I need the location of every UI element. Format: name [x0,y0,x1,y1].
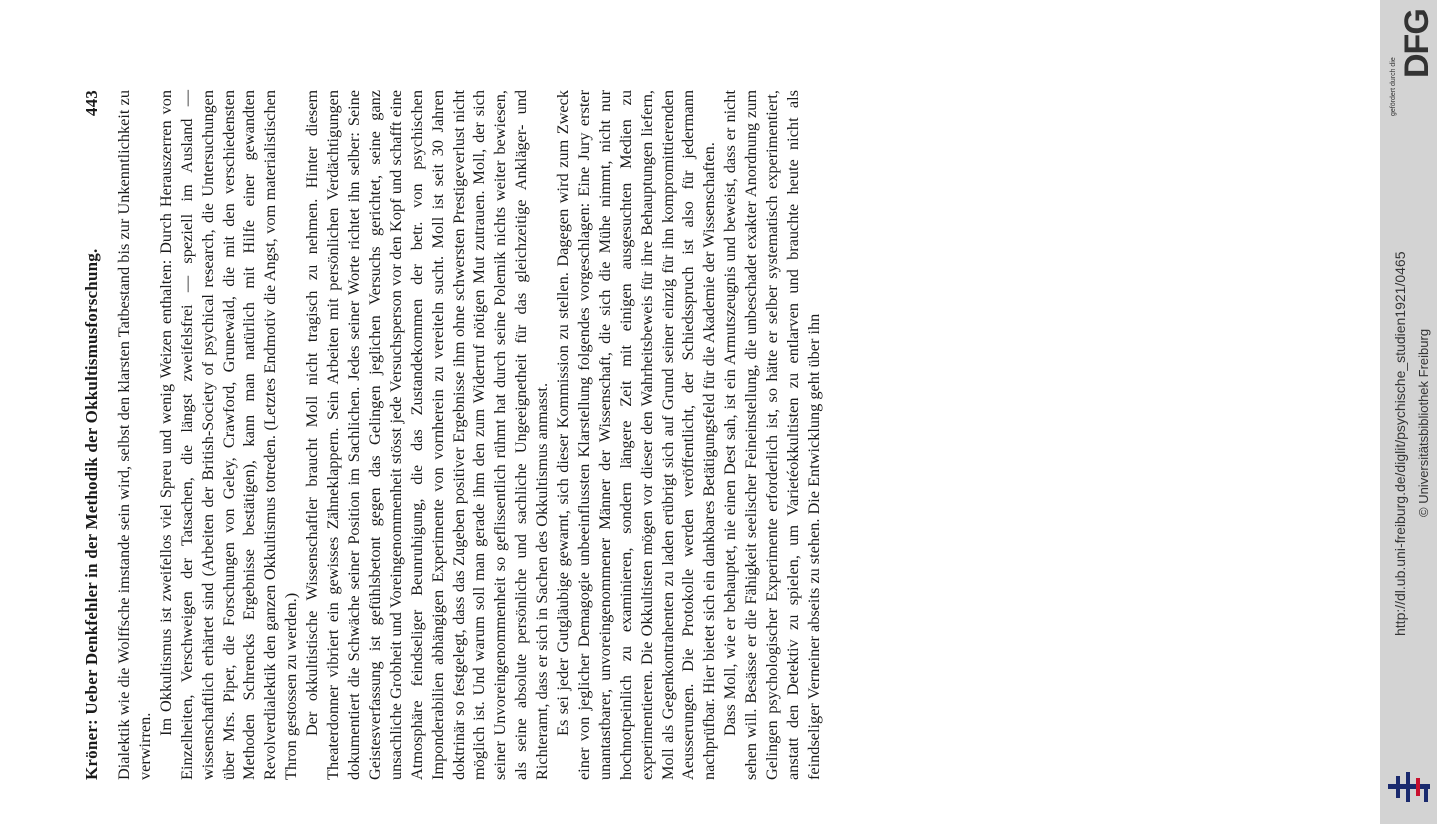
university-library-logo-icon [1386,768,1432,808]
paragraph: Der okkultistische Wissenschaftler braucht Moll nicht tragisch zu nehmen. Hinter diesem Theaterdonner vibriert ein gewisses Zähneklappern. Sein Arbeiten mit persönlichen Verdächtigungen dokumentiert die Schwäche seiner Position im Sachlichen. Jedes seiner Worte richtet ihn selber: Seine Geistesverfassung ist gefühlsbetont gegen das Gelingen jeglichen Versuchs gerichtet, seine ganz unsachliche Grobheit und Voreingenommenheit stösst jede Versuchsperson vor den Kopf und schafft eine Atmosphäre feindseliger Beunruhigung, die das Zustandekommen der betr. von psychischen Imponderabilien abhängigen Experimente von vornherein zu vereiteln sucht. Moll ist seit 30 Jahren doktrinär so festgelegt, dass das Zugeben positiver Ergebnisse ihm ohne schwersten Prestigeverlust nicht möglich ist. Und warum soll man gerade ihm den zum Widerruf nötigen Mut zutrauen. Moll, der sich seiner Unvoreingenommenheit so geflissentlich rühmt hat durch seine Polemik nichts weiter bewiesen, als seine absolute persönliche und sachliche Ungeeignetheit für das gleichzeitige Ankläger- und Richteramt, dass er sich in Sachen des Okkultismus anmasst. [302,90,552,780]
paragraph: Dialektik wie die Wolffsche imstande sein wird, selbst den klarsten Tatbestand bis zur Unkenntlichkeit zu verwirren. [114,90,154,780]
page-content-rotated [82,90,1294,780]
running-head-title: Kröner: Ueber Denkfehler in der Methodik der Okkultismusforschung. [82,248,101,780]
dfg-logo [1390,4,1436,116]
source-url[interactable]: http://dl.ub.uni-freiburg.de/diglit/psychische_studien1921/0465 [1392,251,1408,636]
paragraph: Dass Moll, wie er behauptet, nie einen Dest sah, ist ein Armutszeugnis und beweist, dass er nicht sehen will. Besässe er die Fähigkeit seelischer Feineinstellung, die unbeschadet exakter Anordnung zum Gelingen psychologischer Experimente erforderlich ist, so hätte er selber systematisch experimentiert, anstatt den Detektiv zu spielen, um Varietéokkultisten zu entlarven und brauchte heute nicht als feindseliger Verneiner abseits zu stehen. Die Entwicklung geht über ihn [720,90,823,780]
body-text [114,90,825,780]
copyright-notice: © Universitätsbibliothek Freiburg [1416,328,1431,517]
dfg-subtitle: gefördert durch die [1390,57,1397,116]
page-number: 443 [82,90,101,117]
paragraph: Im Okkultismus ist zweifellos viel Spreu und wenig Weizen enthalten: Durch Herauszerren von Einzelheiten, Verschweigen der Tatsachen, die längst zweifelsfrei — speziell im Ausland — wissenschaftlich erhärtet sind (Arbeiten der British-Society of psychical research, die Untersuchungen über Mrs. Piper, die Forschungen von Geley, Crawford, Grunewald, die mit den verschiedensten Methoden Schrencks Ergebnisse bestätigen), kann man natürlich mit Hilfe einer gewandten Revolverdialektik den ganzen Okkultismus totreden. (Letztes Endmotiv die Angst, vom materialistischen Thron gestossen zu werden.) [155,90,301,780]
running-head [82,90,102,780]
paragraph: Es sei jeder Gutgläubige gewarnt, sich dieser Kommission zu stellen. Dagegen wird zum Zweck einer von jeglicher Demagogie unbeeinflussten Klarstellung folgendes vorgeschlagen: Eine Jury erster unantastbarer, unvoreingenommener Männer der Wissenschaft, die sich die Mühe nimmt, nicht nur hochnotpeinlich zu examinieren, sondern längere Zeit mit einigen ausgesuchten Medien zu experimentieren. Die Okkultisten mögen vor dieser den Wahrheitsbeweis für ihre Behauptungen liefern, Moll als Gegenkontrahenten zu laden erübrigt sich auf Grund seiner einzig für ihn kompromittierenden Aeusserungen. Die Protokolle werden veröffentlicht, der Schiedsspruch ist also für jedermann nachprüfbar. Hier bietet sich ein dankbares Betätigungsfeld für die Akademie der Wissenschaften. [553,90,719,780]
dfg-logo-text: DFG [1398,9,1436,78]
